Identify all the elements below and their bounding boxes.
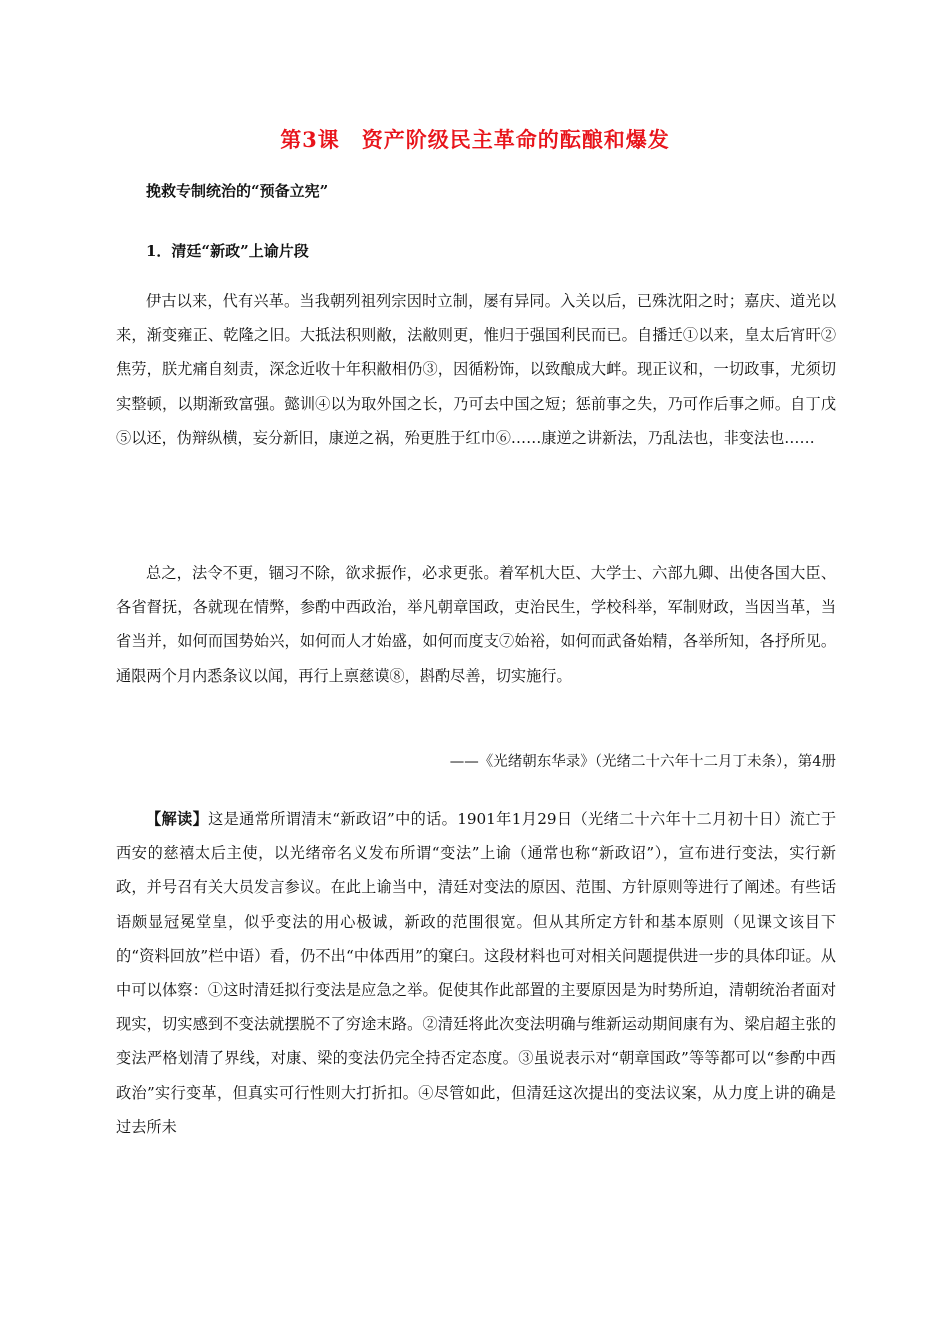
subheading: 1．清廷“新政”上谕片段 <box>146 242 309 260</box>
edict-paragraph-2: 总之，法令不更，锢习不除，欲求振作，必求更张。着军机大臣、大学士、六部九卿、出使各国大臣、各省督抚，各就现在情弊，参酌中西政治，举凡朝章国政，吏治民生，学校科举，军制财政，当因当革，当省当并，如何而国势始兴，如何而人才始盛，如何而度支⑦始裕，如何而武备始精，各举所知，各抒所见。通限两个月内悉条议以闻，再行上禀慈谟⑧，斟酌尽善，切实施行。 <box>116 564 836 685</box>
source-citation: ——《光绪朝东华录》（光绪二十六年十二月丁未条），第4册 <box>449 754 836 770</box>
section-heading: 挽救专制统治的“预备立宪” <box>146 182 329 200</box>
commentary-tag: 【解读】 <box>146 810 209 828</box>
edict-paragraph-1: 伊古以来，代有兴革。当我朝列祖列宗因时立制，屡有异同。入关以后，已殊沈阳之时；嘉庆、道光以来，渐变雍正、乾隆之旧。大抵法积则敝，法敝则更，惟归于强国利民而已。自播迁①以来，皇太后宵旰②焦劳，朕尤痛自刻责，深念近收十年积敝相仍③，因循粉饰，以致酿成大衅。现正议和，一切政事，尤须切实整顿，以期渐致富强。懿训④以为取外国之长，乃可去中国之短；惩前事之失，乃可作后事之师。自丁戊⑤以还，伪辩纵横，妄分新旧，康逆之祸，殆更胜于红巾⑥……康逆之讲新法，乃乱法也，非变法也…… <box>116 292 836 447</box>
lesson-title: 第3课 资产阶级民主革命的酝酿和爆发 <box>280 127 670 152</box>
commentary-text: 这是通常所谓清末“新政诏”中的话。1901年1月29日（光绪二十六年十二月初十日）流亡于西安的慈禧太后主使，以光绪帝名义发布所谓“变法”上谕（通常也称“新政诏”），宣布进行变法，实行新政，并号召有关大员发言参议。在此上谕当中，清廷对变法的原因、范围、方针原则等进行了阐述。有些话语颇显冠冕堂皇，似乎变法的用心极诚，新政的范围很宽。但从其所定方针和基本原则（见课文该目下的“资料回放”栏中语）看，仍不出“中体西用”的窠臼。这段材料也可对相关问题提供进一步的具体印证。从中可以体察：①这时清廷拟行变法是应急之举。促使其作此部置的主要原因是为时势所迫，清朝统治者面对现实，切实感到不变法就摆脱不了穷途末路。②清廷将此次变法明确与维新运动期间康有为、梁启超主张的变法严格划清了界线，对康、梁的变法仍完全持否定态度。③虽说表示对“朝章国政”等等都可以“参酌中西政治”实行变革，但真实可行性则大打折扣。④尽管如此，但清廷这次提出的变法议案，从力度上讲的确是过去所未 <box>116 810 837 1136</box>
commentary-paragraph <box>116 802 836 1144</box>
